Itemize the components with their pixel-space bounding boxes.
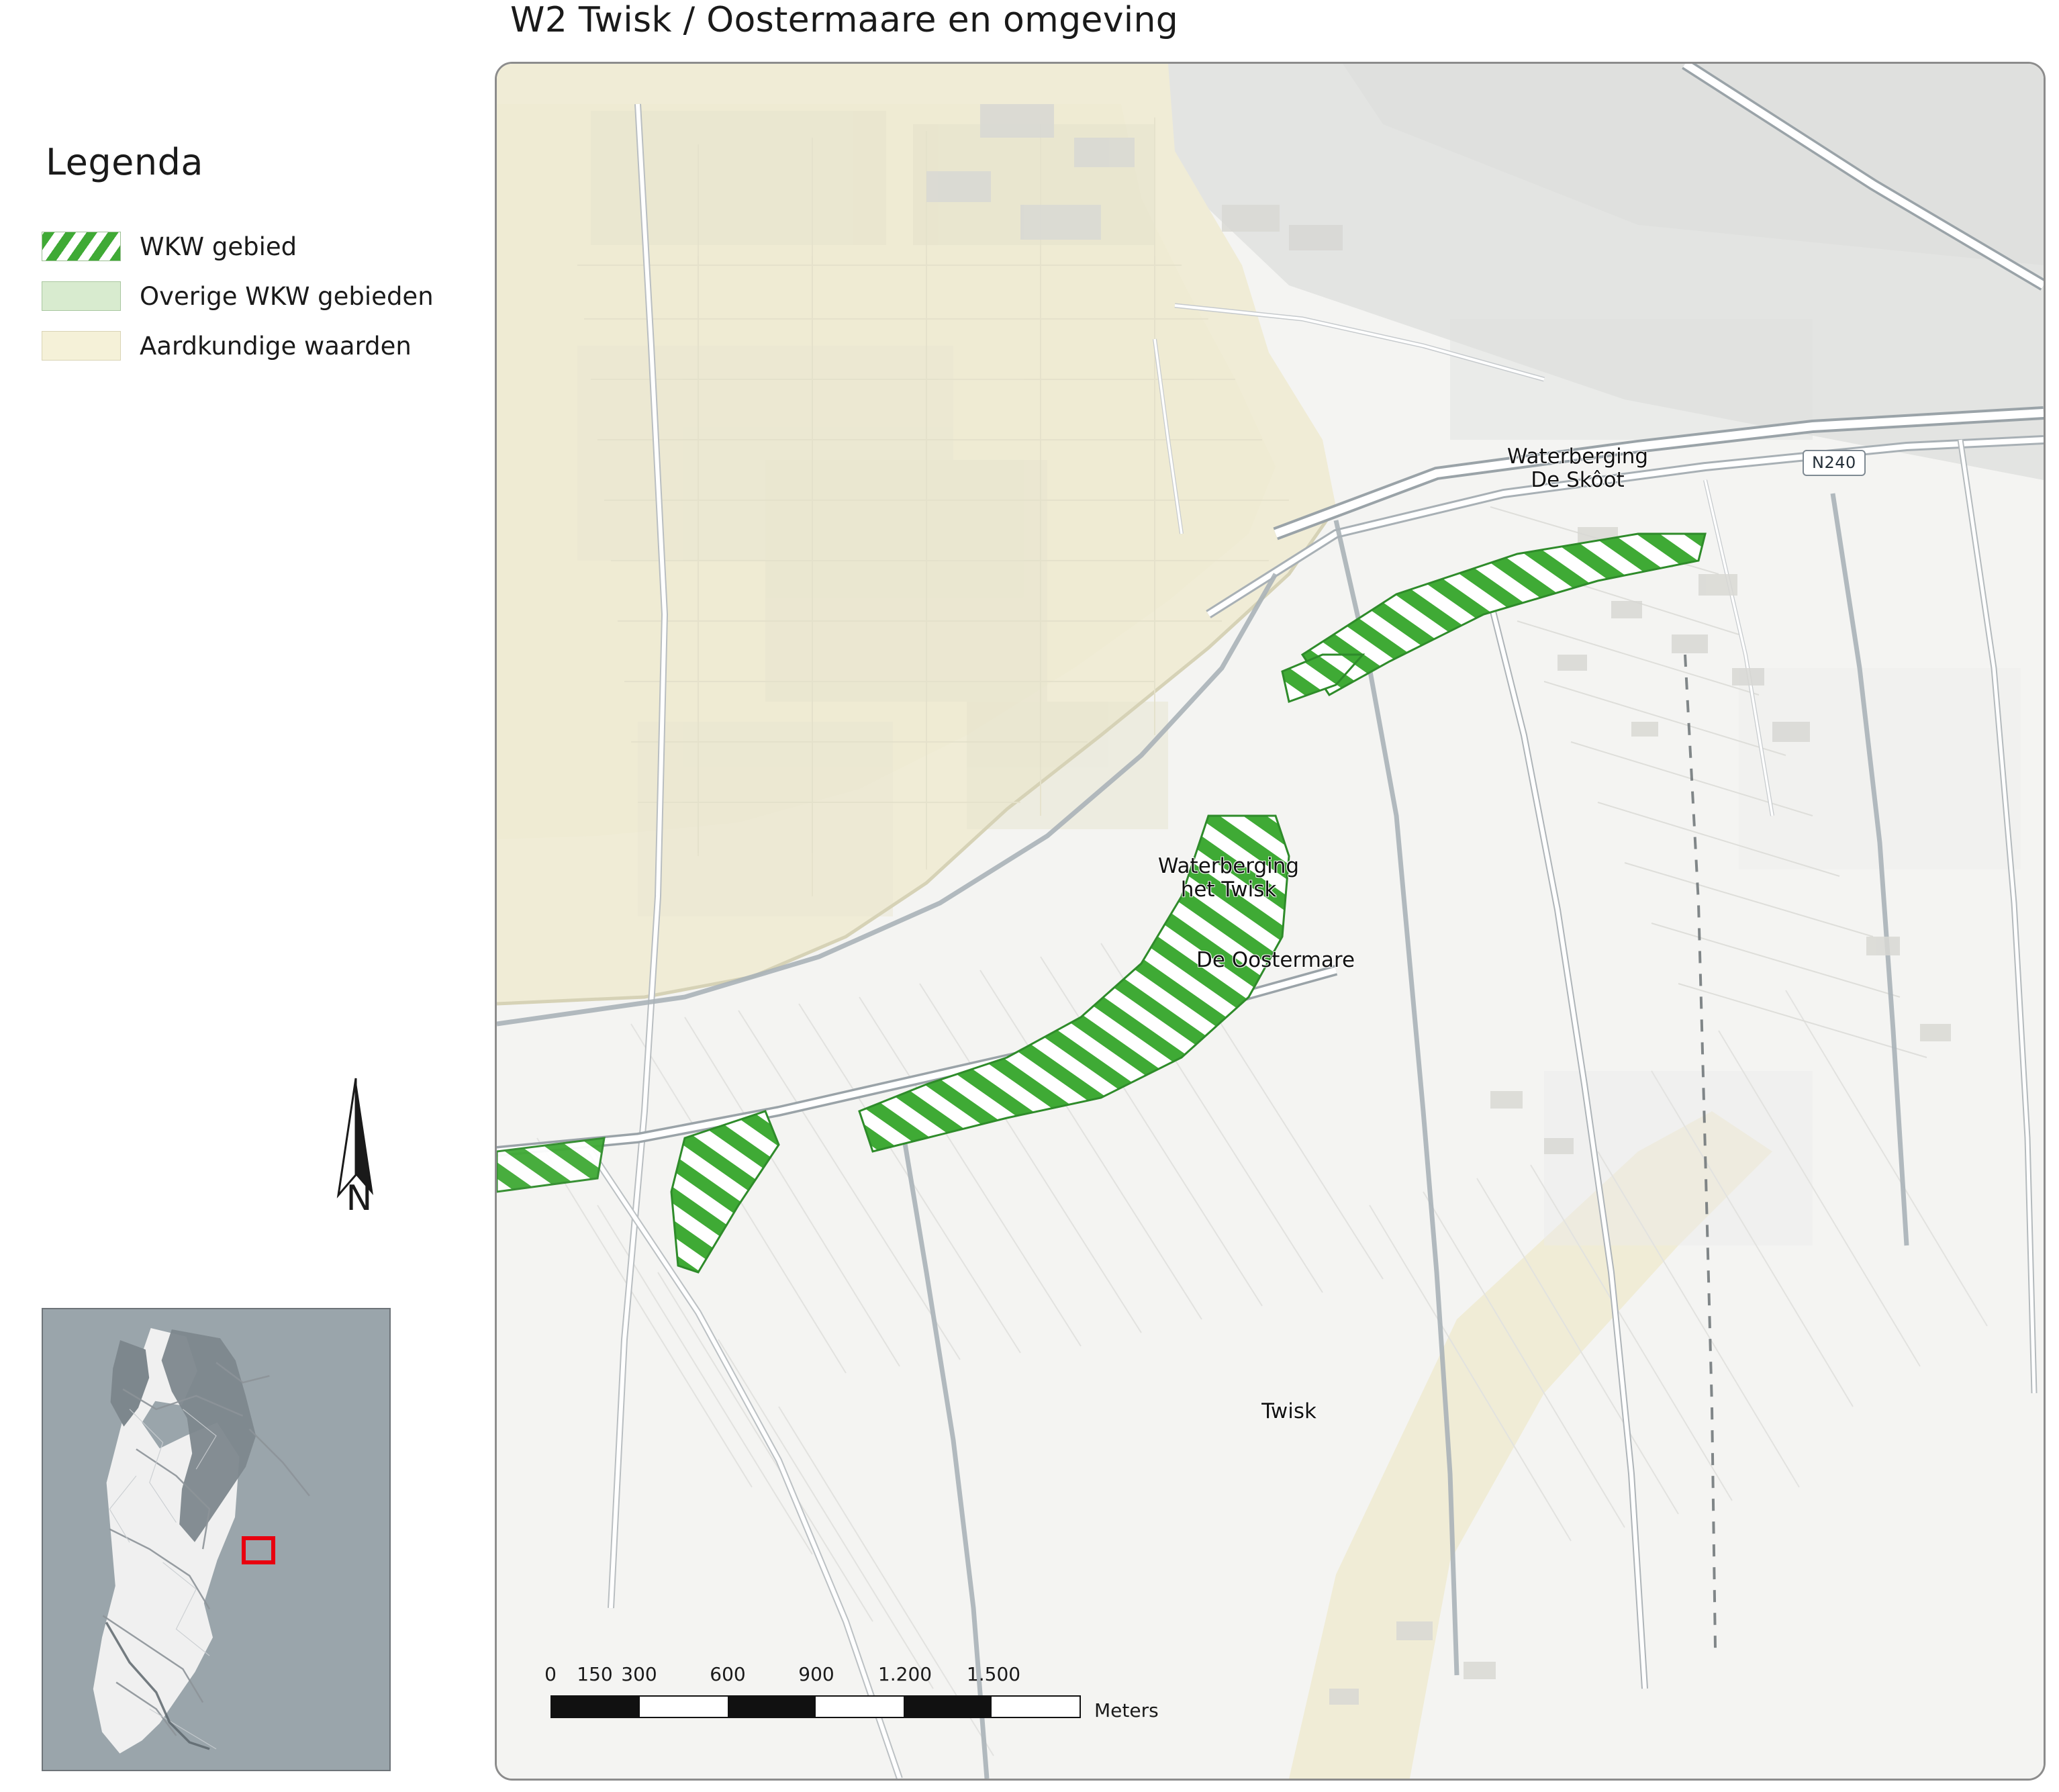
legend-label: Overige WKW gebieden — [140, 281, 434, 311]
legend-item-wkw-gebied — [42, 222, 458, 271]
scale-tick: 300 — [621, 1663, 657, 1685]
inset-overview-map — [42, 1308, 391, 1771]
scale-bar-segments — [550, 1695, 1081, 1718]
page-title: W2 Twisk / Oostermaare en omgeving — [510, 0, 1179, 40]
label-line: Waterberging — [1506, 444, 1649, 469]
scale-bar — [544, 1663, 1159, 1737]
scale-tick: 150 — [577, 1663, 613, 1685]
legend-swatch-solid-light-green — [42, 281, 121, 311]
map-label-de-oostermare: De Oostermare — [1196, 948, 1355, 972]
map-label-waterberging-de-skoot — [1470, 445, 1685, 491]
scale-tick: 1.200 — [877, 1663, 932, 1685]
legend-label: Aardkundige waarden — [140, 331, 412, 361]
label-line: Waterberging — [1157, 854, 1300, 878]
inset-road-network — [43, 1309, 389, 1769]
map-label-twisk: Twisk — [1261, 1399, 1316, 1423]
map-canvas — [497, 64, 2044, 1779]
legend — [42, 222, 458, 371]
main-map[interactable] — [495, 62, 2046, 1781]
scale-tick: 0 — [544, 1663, 557, 1685]
scale-segment — [904, 1697, 992, 1717]
legend-item-aardkundige-waarden — [42, 321, 458, 371]
scale-segment — [992, 1697, 1080, 1717]
scale-segment — [640, 1697, 728, 1717]
label-line: De Skôot — [1531, 467, 1625, 492]
label-line: het Twisk — [1180, 877, 1277, 902]
legend-item-overige-wkw-gebieden — [42, 271, 458, 321]
north-label: N — [346, 1178, 373, 1219]
legend-title: Legenda — [46, 141, 203, 183]
scale-segment — [552, 1697, 640, 1717]
map-label-waterberging-het-twisk — [1128, 855, 1329, 901]
scale-tick-labels — [544, 1663, 1114, 1693]
inset-extent-indicator — [242, 1536, 275, 1564]
legend-label: WKW gebied — [140, 232, 297, 261]
scale-tick: 600 — [710, 1663, 746, 1685]
scale-tick: 1.500 — [966, 1663, 1021, 1685]
legend-swatch-hatched-green — [42, 232, 121, 261]
left-panel — [0, 0, 497, 1792]
road-shield-n240: N240 — [1803, 450, 1866, 476]
scale-unit-label: Meters — [1094, 1699, 1159, 1722]
scale-tick: 900 — [798, 1663, 834, 1685]
scale-segment — [728, 1697, 816, 1717]
legend-swatch-solid-cream — [42, 331, 121, 361]
scale-segment — [816, 1697, 904, 1717]
